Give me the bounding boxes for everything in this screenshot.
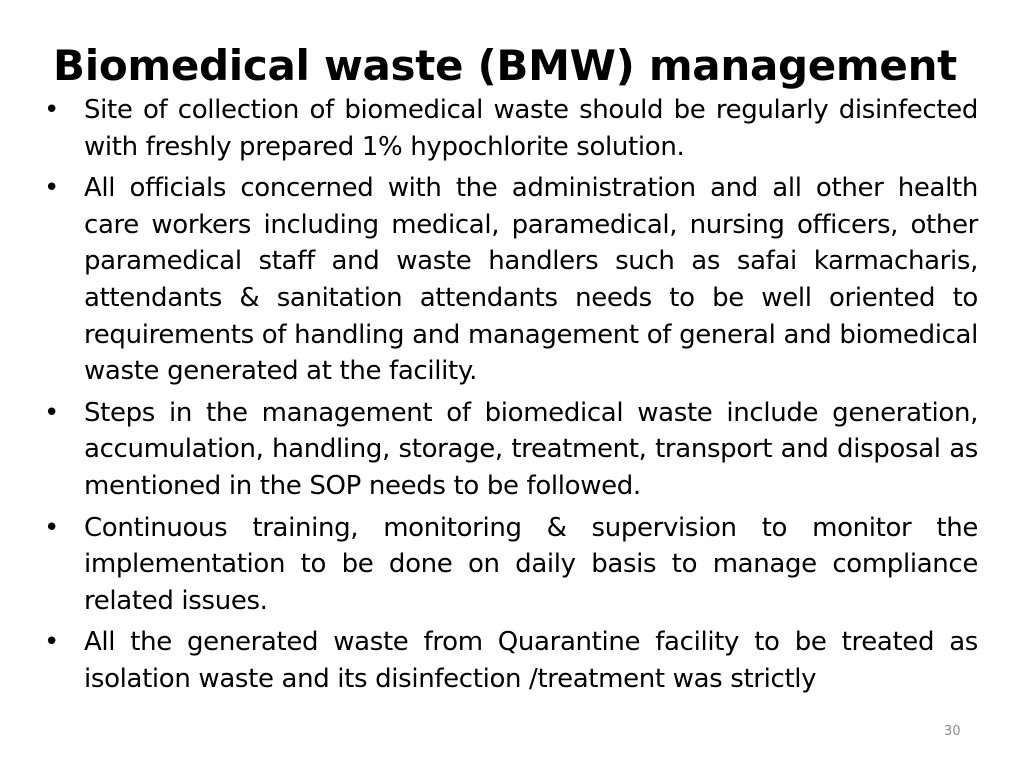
bullet-marker: •	[44, 95, 59, 125]
bullet-item	[44, 624, 978, 697]
bullet-item	[44, 395, 978, 505]
bullet-text: Site of collection of biomedical waste should be regularly disinfected with freshly prepared 1% hypochlorite solution.	[84, 95, 978, 162]
bullet-item	[44, 510, 978, 620]
bullet-text: All the generated waste from Quarantine facility to be treated as isolation waste and its disinfection /treatment was strictly	[84, 627, 978, 694]
bullet-text: Continuous training, monitoring & supervision to monitor the implementation to be done on daily basis to manage compliance related issues.	[84, 512, 978, 616]
bullet-marker: •	[44, 512, 59, 543]
bullet-text: Steps in the management of biomedical waste include generation, accumulation, handling, storage, treatment, transport and disposal as mentioned in the SOP needs to be followed.	[84, 397, 978, 501]
slide-number: 30	[944, 724, 961, 739]
slide-title: Biomedical waste (BMW) management	[53, 41, 957, 90]
bullet-marker: •	[44, 627, 59, 658]
bullet-marker: •	[44, 397, 59, 428]
bullet-marker: •	[44, 173, 59, 204]
bullet-item	[44, 170, 978, 390]
bullet-item	[44, 92, 978, 165]
bullet-list	[44, 92, 978, 703]
bullet-text: All officials concerned with the administration and all other health care workers including medical, paramedical, nursing officers, other paramedical staff and waste handlers such as safai karmacharis, attendants & sanitation attendants needs to be well oriented to requirements of handling and management of general and biomedical waste generated at the facility.	[84, 173, 978, 387]
